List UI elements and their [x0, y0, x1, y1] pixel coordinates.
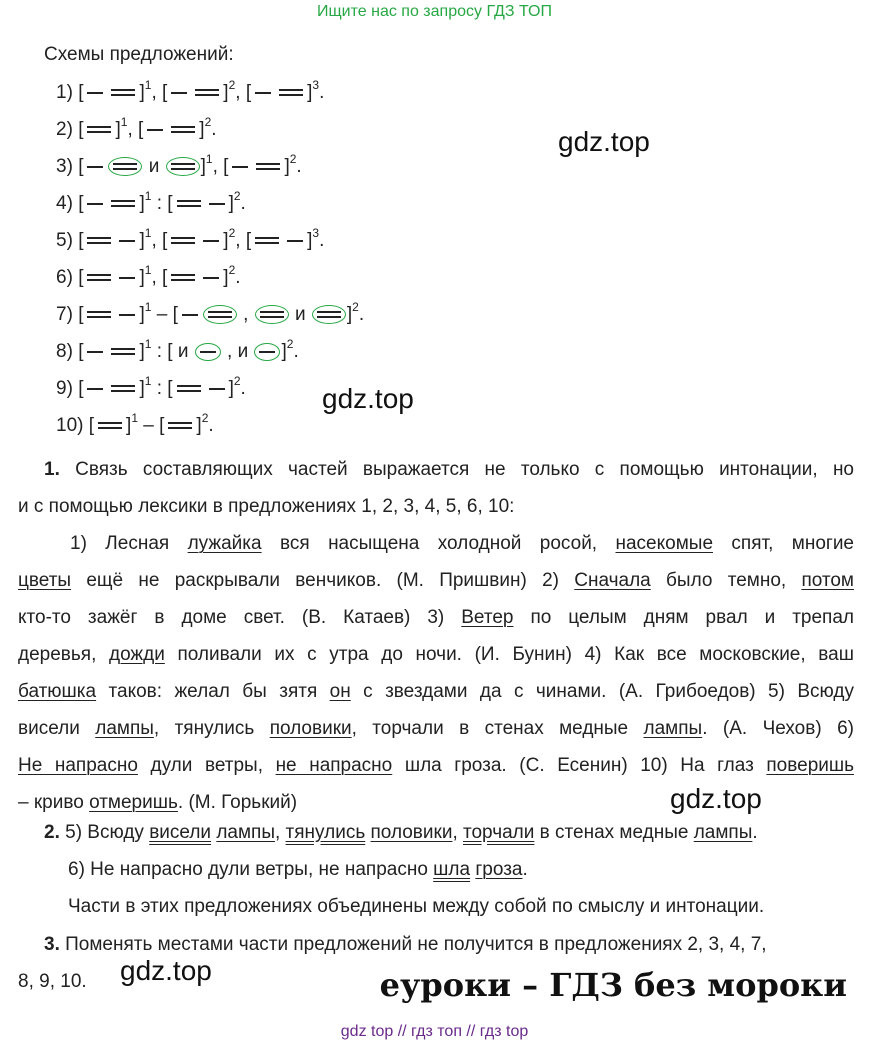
- scheme-separator: ,: [151, 267, 162, 288]
- predicate-mark: [182, 314, 198, 316]
- scheme-conjunction: и: [172, 341, 194, 362]
- bracket-close: ]: [223, 267, 229, 288]
- underlined-subject: он: [329, 681, 351, 702]
- scheme-number: 7): [56, 304, 79, 325]
- subject-mark: [177, 200, 201, 207]
- scheme-number: 5): [56, 230, 79, 251]
- homogeneous-subject-mark: [166, 157, 200, 176]
- text-segment: Части в этих предложениях объединены между собой по смыслу и интонации.: [68, 896, 765, 917]
- predicate-mark: [259, 351, 275, 353]
- underlined-predicate: тянулись: [285, 822, 366, 843]
- part-index: 1: [144, 77, 152, 92]
- subject-mark: [171, 126, 195, 133]
- answer-line: [44, 851, 854, 888]
- bracket-close: ]: [223, 82, 229, 103]
- part-index: 1: [144, 373, 152, 388]
- text-segment: Связь составляющих частей выражается не только с помощью интонации, но: [59, 459, 854, 480]
- watermark: gdz.top: [322, 383, 414, 414]
- bracket-open: [: [167, 378, 173, 399]
- scheme-separator: :: [151, 193, 168, 214]
- bracket-close: ]: [139, 82, 145, 103]
- underlined-subject: лужайка: [187, 533, 262, 554]
- predicate-mark: [232, 166, 248, 168]
- underlined-predicate: торчали: [463, 822, 535, 843]
- answer-line: [18, 562, 854, 599]
- subject-mark: [111, 89, 135, 96]
- bracket-close: ]: [228, 193, 234, 214]
- underlined-subject: дожди: [108, 644, 165, 665]
- scheme-number: 6): [56, 267, 79, 288]
- subject-mark: [87, 237, 111, 244]
- bracket-close: ]: [223, 230, 229, 251]
- schemes-title: Схемы предложений:: [44, 44, 234, 65]
- scheme-number: 2): [56, 119, 79, 140]
- part-index: 3: [312, 225, 320, 240]
- bracket-close: ]: [139, 230, 145, 251]
- bracket-open: [: [172, 304, 178, 325]
- scheme-row: [56, 301, 364, 329]
- subject-mark: [87, 126, 111, 133]
- scheme-separator: :: [151, 378, 168, 399]
- brand-slogan: еуроки – ГДЗ без мороки: [379, 966, 847, 1004]
- predicate-mark: [209, 388, 225, 390]
- text-segment: . (А. Чехов) 6): [702, 718, 854, 739]
- bracket-close: ]: [139, 193, 145, 214]
- bracket-close: ]: [281, 341, 287, 362]
- subject-mark: [113, 163, 137, 170]
- underlined-subject: Не напрасно: [18, 755, 138, 776]
- text-segment: 5) Всюду: [59, 822, 150, 843]
- subject-mark: [260, 311, 284, 318]
- scheme-number: 4): [56, 193, 79, 214]
- underlined-subject: Сначала: [574, 570, 651, 591]
- text-segment: 1) Лесная: [70, 533, 188, 554]
- text-segment: ,: [452, 822, 463, 843]
- scheme-separator: –: [138, 415, 160, 436]
- text-segment: – криво: [18, 792, 90, 813]
- bracket-open: [: [245, 82, 252, 103]
- bracket-close: ]: [200, 156, 206, 177]
- scheme-row: [56, 412, 214, 440]
- scheme-end: .: [240, 193, 246, 214]
- predicate-mark: [119, 277, 135, 279]
- text-segment: поливали их с утра до ночи. (И. Бунин) 4) Как все московские, ваш: [164, 644, 854, 665]
- scheme-row: [56, 153, 302, 181]
- bracket-open: [: [78, 378, 84, 399]
- bracket-open: [: [78, 156, 84, 177]
- scheme-separator: ,: [235, 230, 246, 251]
- homogeneous-subject-mark: [312, 305, 346, 324]
- bracket-close: ]: [139, 378, 145, 399]
- part-index: 2: [228, 262, 236, 277]
- bracket-open: [: [78, 82, 84, 103]
- scheme-row: [56, 227, 324, 255]
- text-segment: . (М. Горький): [177, 792, 298, 813]
- underlined-subject: поверишь: [766, 755, 855, 776]
- scheme-row: [56, 375, 246, 403]
- text-segment: таков: желал бы зятя: [96, 681, 330, 702]
- bracket-close: ]: [307, 230, 313, 251]
- scheme-end: .: [319, 82, 325, 103]
- bracket-open: [: [88, 415, 95, 436]
- homogeneous-subject-mark: [255, 305, 289, 324]
- subject-mark: [171, 237, 195, 244]
- bracket-close: ]: [139, 267, 145, 288]
- bracket-close: ]: [139, 304, 145, 325]
- bracket-open: [: [167, 341, 173, 362]
- predicate-mark: [87, 92, 103, 94]
- scheme-conjunction: и: [289, 304, 311, 325]
- part-index: 3: [312, 77, 320, 92]
- watermark: gdz.top: [558, 126, 650, 157]
- part-index: 2: [233, 373, 241, 388]
- part-index: 1: [144, 225, 152, 240]
- text-segment: вся насыщена холодной росой,: [261, 533, 616, 554]
- homogeneous-predicate-mark: [195, 343, 221, 361]
- scheme-row: [56, 79, 324, 107]
- subject-mark: [208, 311, 232, 318]
- text-segment: , торчали в стенах медные: [351, 718, 644, 739]
- text-segment: спят, многие: [713, 533, 855, 554]
- task-number: 2.: [44, 822, 60, 843]
- bracket-close: ]: [228, 378, 234, 399]
- predicate-mark: [287, 240, 303, 242]
- answer-line: [18, 636, 854, 673]
- task-2-answer: [44, 814, 854, 925]
- predicate-mark: [255, 92, 271, 94]
- subject-mark: [255, 237, 279, 244]
- scheme-row: [56, 338, 299, 366]
- scheme-number: 1): [56, 82, 79, 103]
- bracket-open: [: [78, 193, 84, 214]
- text-segment: шла гроза. (С. Есенин) 10) На глаз: [392, 755, 767, 776]
- task-number: 1.: [44, 459, 60, 480]
- predicate-mark: [87, 388, 103, 390]
- search-hint-header: Ищите нас по запросу ГДЗ ТОП: [317, 3, 552, 20]
- subject-mark: [195, 89, 219, 96]
- underlined-subject: половики: [370, 822, 453, 843]
- scheme-separator: ,: [212, 156, 224, 177]
- bracket-open: [: [78, 267, 84, 288]
- subject-mark: [111, 385, 135, 392]
- text-segment: , тянулись: [153, 718, 270, 739]
- underlined-subject: лампы: [643, 718, 703, 739]
- part-index: 1: [120, 114, 128, 129]
- bracket-close: ]: [126, 415, 132, 436]
- text-segment: в стенах медные: [534, 822, 694, 843]
- bracket-open: [: [162, 267, 168, 288]
- scheme-separator: :: [151, 341, 168, 362]
- underlined-subject: отмеришь: [89, 792, 178, 813]
- predicate-mark: [203, 277, 219, 279]
- answer-line: [18, 710, 854, 747]
- bracket-close: ]: [199, 119, 205, 140]
- subject-mark: [87, 311, 111, 318]
- subject-mark: [111, 200, 135, 207]
- underlined-subject: лампы: [693, 822, 753, 843]
- bracket-open: [: [167, 193, 173, 214]
- part-index: 2: [289, 151, 297, 166]
- bracket-close: ]: [115, 119, 121, 140]
- predicate-mark: [87, 203, 103, 205]
- scheme-conjunction: , и: [221, 341, 254, 362]
- scheme-end: .: [208, 415, 214, 436]
- bracket-open: [: [78, 230, 84, 251]
- task-3-text: Поменять местами части предложений не получится в предложениях 2, 3, 4, 7,: [59, 934, 767, 955]
- predicate-mark: [209, 203, 225, 205]
- task-1-answer: [18, 451, 854, 821]
- scheme-conjunction: ,: [237, 304, 254, 325]
- scheme-number: 10): [56, 415, 89, 436]
- text-segment: ещё не раскрывали венчиков. (М. Пришвин) 2): [71, 570, 575, 591]
- scheme-end: .: [240, 378, 246, 399]
- scheme-end: .: [358, 304, 365, 325]
- bracket-open: [: [245, 230, 252, 251]
- subject-mark: [98, 422, 122, 429]
- underlined-subject: не напрасно: [275, 755, 393, 776]
- subject-mark: [87, 274, 111, 281]
- text-segment: было темно,: [650, 570, 802, 591]
- answer-line: [18, 525, 854, 562]
- text-segment: кто-то зажёг в доме свет. (В. Катаев) 3): [18, 607, 462, 628]
- homogeneous-subject-mark: [203, 305, 237, 324]
- answer-line: [18, 599, 854, 636]
- predicate-mark: [87, 166, 103, 168]
- text-segment: .: [752, 822, 758, 843]
- text-segment: ,: [274, 822, 286, 843]
- bracket-close: ]: [196, 415, 202, 436]
- scheme-row: [56, 116, 217, 144]
- bracket-open: [: [78, 304, 84, 325]
- text-segment: по целым дням рвал и трепал: [513, 607, 854, 628]
- bracket-open: [: [162, 230, 168, 251]
- footer-links[interactable]: gdz top // гдз топ // гдз top: [340, 1023, 529, 1040]
- part-index: 2: [228, 77, 236, 92]
- scheme-row: [56, 190, 246, 218]
- underlined-subject: лампы: [216, 822, 275, 843]
- text-segment: висели: [18, 718, 96, 739]
- answer-line: [18, 488, 854, 525]
- subject-mark: [279, 89, 303, 96]
- subject-mark: [171, 274, 195, 281]
- answer-line: [18, 673, 854, 710]
- subject-mark: [168, 422, 192, 429]
- subject-mark: [317, 311, 341, 318]
- underlined-predicate: шла: [433, 859, 471, 880]
- text-segment: деревья,: [18, 644, 109, 665]
- subject-mark: [111, 348, 135, 355]
- bracket-open: [: [223, 156, 229, 177]
- task-3-continuation: 8, 9, 10.: [18, 971, 87, 992]
- scheme-separator: ,: [151, 230, 162, 251]
- subject-mark: [177, 385, 201, 392]
- bracket-open: [: [78, 119, 84, 140]
- scheme-end: .: [296, 156, 302, 177]
- bracket-close: ]: [307, 82, 313, 103]
- text-segment: с звездами да с чинами. (А. Грибоедов) 5) Всюду: [350, 681, 854, 702]
- predicate-mark: [119, 240, 135, 242]
- predicate-mark: [119, 314, 135, 316]
- underlined-subject: потом: [801, 570, 854, 591]
- text-segment: дули ветры,: [137, 755, 276, 776]
- part-index: 1: [144, 299, 152, 314]
- bracket-open: [: [138, 119, 144, 140]
- underlined-subject: Ветер: [461, 607, 514, 628]
- scheme-separator: ,: [127, 119, 138, 140]
- scheme-row: [56, 264, 241, 292]
- scheme-separator: ,: [235, 82, 246, 103]
- part-index: 2: [352, 299, 359, 314]
- scheme-number: 3): [56, 156, 79, 177]
- scheme-end: .: [211, 119, 217, 140]
- text-segment: и с помощью лексики в предложениях 1, 2, 3, 4, 5, 6, 10:: [18, 496, 515, 517]
- predicate-mark: [203, 240, 219, 242]
- underlined-predicate: висели: [149, 822, 212, 843]
- part-index: 1: [144, 262, 152, 277]
- answer-line: [18, 451, 854, 488]
- underlined-subject: батюшка: [18, 681, 97, 702]
- bracket-close: ]: [346, 304, 353, 325]
- part-index: 1: [205, 151, 213, 166]
- predicate-mark: [171, 92, 187, 94]
- underlined-subject: цветы: [18, 570, 72, 591]
- bracket-close: ]: [284, 156, 290, 177]
- part-index: 2: [228, 225, 236, 240]
- answer-line: [44, 814, 854, 851]
- part-index: 2: [233, 188, 241, 203]
- homogeneous-predicate-mark: [254, 343, 280, 361]
- part-index: 2: [204, 114, 212, 129]
- underlined-subject: насекомые: [615, 533, 714, 554]
- underlined-subject: гроза: [475, 859, 523, 880]
- answer-line: [44, 888, 854, 925]
- scheme-number: 9): [56, 378, 79, 399]
- homogeneous-subject-mark: [108, 157, 142, 176]
- watermark: gdz.top: [120, 955, 212, 986]
- text-segment: .: [522, 859, 528, 880]
- bracket-open: [: [159, 415, 165, 436]
- scheme-end: .: [235, 267, 241, 288]
- task-3-answer: [44, 926, 854, 963]
- scheme-end: .: [319, 230, 325, 251]
- predicate-mark: [87, 351, 103, 353]
- answer-line: [18, 747, 854, 784]
- text-segment: 6) Не напрасно дули ветры, не напрасно: [68, 859, 434, 880]
- underlined-subject: лампы: [95, 718, 154, 739]
- part-index: 1: [131, 410, 138, 425]
- part-index: 1: [144, 188, 152, 203]
- predicate-mark: [200, 351, 216, 353]
- bracket-open: [: [78, 341, 84, 362]
- part-index: 2: [201, 410, 209, 425]
- scheme-conjunction: и: [143, 156, 165, 177]
- subject-mark: [256, 163, 280, 170]
- watermark: gdz.top: [670, 783, 762, 814]
- task-3-number: 3.: [44, 934, 60, 955]
- part-index: 2: [286, 336, 294, 351]
- predicate-mark: [147, 129, 163, 131]
- bracket-close: ]: [139, 341, 145, 362]
- subject-mark: [171, 163, 195, 170]
- bracket-open: [: [162, 82, 168, 103]
- scheme-separator: –: [151, 304, 173, 325]
- scheme-separator: ,: [151, 82, 162, 103]
- part-index: 1: [144, 336, 152, 351]
- underlined-subject: половики: [269, 718, 352, 739]
- scheme-number: 8): [56, 341, 79, 362]
- scheme-end: .: [293, 341, 299, 362]
